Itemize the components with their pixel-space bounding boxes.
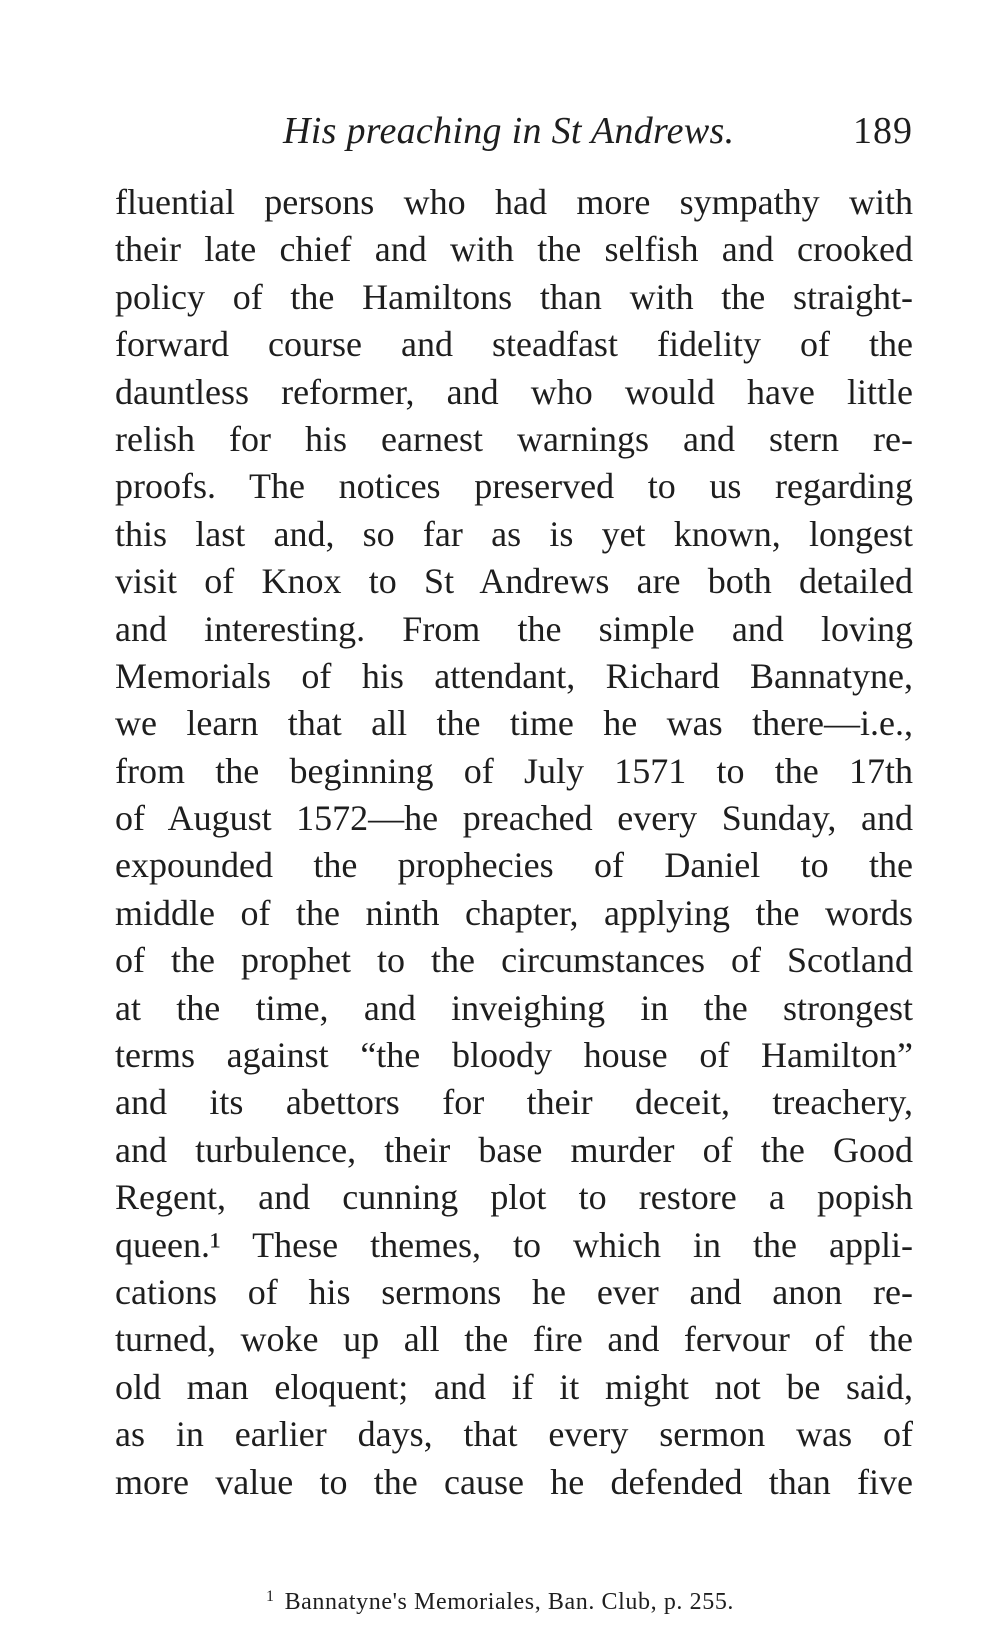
footnote-text: Bannatyne's Memoriales, Ban. Club, p. 255. [284,1589,735,1615]
text-line: expounded the prophecies of Daniel to the [115,845,913,886]
text-line: middle of the ninth chapter, applying the words [115,892,913,933]
body-text [115,179,913,1506]
text-line: at the time, and inveighing in the strongest [115,987,913,1028]
text-line: their late chief and with the selfish and crooked [115,229,913,270]
text-line: as in earlier days, that every sermon was of [115,1414,913,1455]
text-line: this last and, so far as is yet known, longest [115,513,913,554]
footnote [0,1582,1000,1617]
text-line: and its abettors for their deceit, treachery, [115,1082,913,1123]
text-line: turned, woke up all the fire and fervour of the [115,1319,913,1360]
text-line: dauntless reformer, and who would have little [115,371,913,412]
text-line: policy of the Hamiltons than with the straight- [115,276,913,317]
text-line: relish for his earnest warnings and stern re- [115,418,913,459]
text-line: cations of his sermons he ever and anon re- [115,1271,913,1312]
running-head [115,106,913,156]
text-line: from the beginning of July 1571 to the 17th [115,750,913,791]
text-line: queen.¹ These themes, to which in the appli- [115,1224,913,1265]
text-line: forward course and steadfast fidelity of the [115,324,913,365]
text-line: Regent, and cunning plot to restore a popish [115,1177,913,1218]
text-line: of August 1572—he preached every Sunday, and [115,798,913,839]
text-line: fluential persons who had more sympathy with [115,182,913,222]
text-line: proofs. The notices preserved to us regarding [115,466,913,507]
text-line: visit of Knox to St Andrews are both detailed [115,561,913,602]
text-line: more value to the cause he defended than five [115,1461,913,1502]
text-line: old man eloquent; and if it might not be said, [115,1366,913,1407]
page-number: 189 [853,110,913,152]
text-line: of the prophet to the circumstances of Scotland [115,940,913,981]
running-title: His preaching in St Andrews. [283,110,735,152]
text-line: Memorials of his attendant, Richard Bannatyne, [115,655,913,696]
text-line: we learn that all the time he was there—i.e., [115,703,913,744]
footnote-marker: 1 [265,1588,275,1605]
text-line: and turbulence, their base murder of the Good [115,1129,913,1170]
text-line: terms against “the bloody house of Hamilton” [115,1035,913,1076]
text-line: and interesting. From the simple and loving [115,608,913,649]
